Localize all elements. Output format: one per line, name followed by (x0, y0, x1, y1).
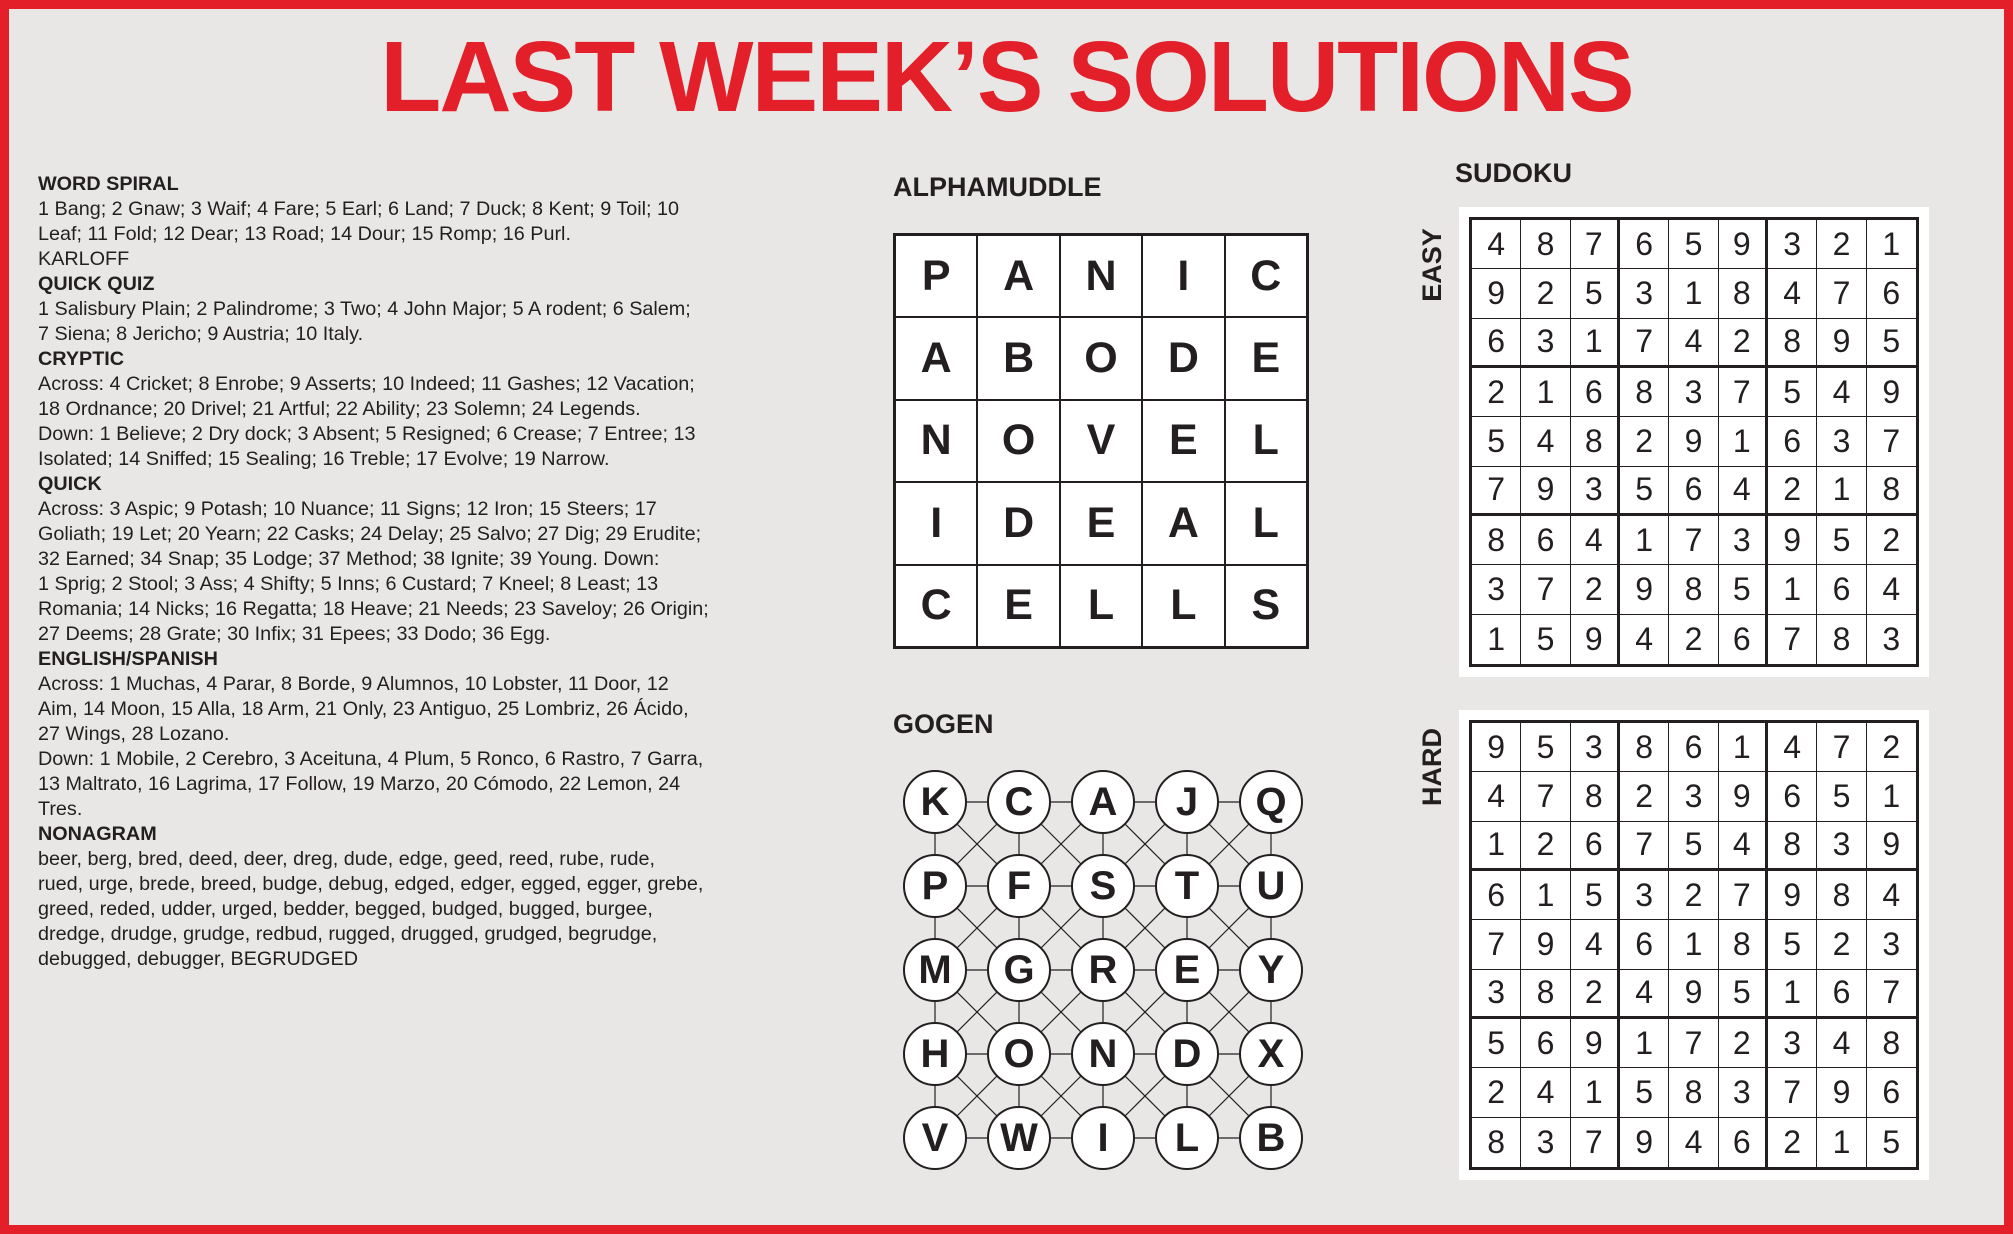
sudoku-cell: 7 (1817, 723, 1866, 772)
sudoku-cell: 4 (1867, 871, 1916, 920)
alphamuddle-cell: C (1225, 235, 1307, 317)
easy-sudoku-panel (1459, 207, 1929, 677)
sudoku-cell: 6 (1817, 970, 1866, 1019)
easy-sudoku-grid (1469, 217, 1919, 667)
sudoku-cell: 8 (1768, 822, 1817, 871)
sudoku-cell: 3 (1571, 723, 1620, 772)
sudoku-cell: 6 (1867, 269, 1916, 318)
answer-line: beer, berg, bred, deed, deer, dreg, dude, edge, geed, reed, rube, rude, (38, 848, 655, 870)
sudoku-cell: 4 (1472, 772, 1521, 821)
sudoku-cell: 8 (1817, 615, 1866, 664)
sudoku-cell: 2 (1472, 368, 1521, 417)
gogen-letter: P (903, 854, 967, 918)
sudoku-cell: 3 (1521, 319, 1570, 368)
sudoku-cell: 3 (1768, 220, 1817, 269)
sudoku-cell: 9 (1521, 920, 1570, 969)
sudoku-cell: 8 (1472, 516, 1521, 565)
gogen-letter: Q (1239, 770, 1303, 834)
sudoku-cell: 6 (1571, 368, 1620, 417)
sudoku-cell: 3 (1817, 417, 1866, 466)
sudoku-cell: 6 (1571, 822, 1620, 871)
sudoku-cell: 3 (1571, 467, 1620, 516)
sudoku-cell: 4 (1669, 319, 1718, 368)
gogen-letter: U (1239, 854, 1303, 918)
answer-section-title: ENGLISH/SPANISH (38, 648, 218, 670)
sudoku-cell: 7 (1867, 417, 1916, 466)
sudoku-cell: 9 (1768, 516, 1817, 565)
gogen-letter: E (1155, 938, 1219, 1002)
sudoku-cell: 1 (1669, 920, 1718, 969)
answer-line: 18 Ordnance; 20 Drivel; 21 Artful; 22 Ability; 23 Solemn; 24 Legends. (38, 398, 641, 420)
sudoku-cell: 7 (1620, 319, 1669, 368)
sudoku-cell: 9 (1571, 1019, 1620, 1068)
alphamuddle-cell: L (1142, 565, 1224, 647)
hard-sudoku-grid (1469, 720, 1919, 1170)
gogen-letter: C (987, 770, 1051, 834)
gogen-letter: O (987, 1022, 1051, 1086)
answer-line: Aim, 14 Moon, 15 Alla, 18 Arm, 21 Only, 23 Antiguo, 25 Lombriz, 26 Ácido, (38, 698, 689, 720)
alphamuddle-cell: I (895, 482, 977, 564)
alphamuddle-cell: A (977, 235, 1059, 317)
sudoku-cell: 6 (1768, 417, 1817, 466)
answer-line: Across: 1 Muchas, 4 Parar, 8 Borde, 9 Alumnos, 10 Lobster, 11 Door, 12 (38, 673, 669, 695)
sudoku-cell: 2 (1620, 417, 1669, 466)
answer-line: 27 Deems; 28 Grate; 30 Infix; 31 Epees; 33 Dodo; 36 Egg. (38, 623, 551, 645)
gogen-letter: A (1071, 770, 1135, 834)
sudoku-cell: 9 (1669, 417, 1718, 466)
sudoku-cell: 8 (1719, 920, 1768, 969)
sudoku-cell: 7 (1867, 970, 1916, 1019)
sudoku-cell: 5 (1719, 970, 1768, 1019)
sudoku-cell: 1 (1521, 871, 1570, 920)
alphamuddle-cell: B (977, 317, 1059, 399)
sudoku-cell: 4 (1768, 723, 1817, 772)
answers-column (38, 172, 798, 972)
easy-label: EASY (1417, 228, 1447, 302)
sudoku-cell: 3 (1472, 565, 1521, 614)
sudoku-cell: 2 (1719, 319, 1768, 368)
sudoku-cell: 2 (1571, 565, 1620, 614)
alphamuddle-cell: E (1060, 482, 1142, 564)
answer-line: Across: 3 Aspic; 9 Potash; 10 Nuance; 11 Signs; 12 Iron; 15 Steers; 17 (38, 498, 657, 520)
sudoku-cell: 7 (1472, 467, 1521, 516)
sudoku-cell: 5 (1768, 368, 1817, 417)
sudoku-cell: 4 (1669, 1118, 1718, 1167)
gogen-letter: M (903, 938, 967, 1002)
sudoku-cell: 4 (1867, 565, 1916, 614)
answer-section-title: NONAGRAM (38, 823, 157, 845)
sudoku-cell: 3 (1719, 1068, 1768, 1117)
sudoku-cell: 5 (1719, 565, 1768, 614)
sudoku-cell: 8 (1768, 319, 1817, 368)
sudoku-cell: 8 (1817, 871, 1866, 920)
gogen-letter: R (1071, 938, 1135, 1002)
alphamuddle-cell: L (1225, 400, 1307, 482)
sudoku-cell: 1 (1571, 1068, 1620, 1117)
alphamuddle-cell: O (977, 400, 1059, 482)
gogen-letter: F (987, 854, 1051, 918)
alphamuddle-cell: P (895, 235, 977, 317)
sudoku-cell: 8 (1620, 368, 1669, 417)
sudoku-cell: 4 (1571, 516, 1620, 565)
sudoku-cell: 8 (1669, 1068, 1718, 1117)
sudoku-cell: 5 (1521, 615, 1570, 664)
sudoku-cell: 8 (1521, 970, 1570, 1019)
sudoku-cell: 1 (1768, 970, 1817, 1019)
sudoku-cell: 5 (1521, 723, 1570, 772)
answer-line: 7 Siena; 8 Jericho; 9 Austria; 10 Italy. (38, 323, 364, 345)
sudoku-cell: 8 (1571, 417, 1620, 466)
gogen-title: GOGEN (893, 709, 994, 739)
sudoku-cell: 3 (1719, 516, 1768, 565)
sudoku-cell: 6 (1768, 772, 1817, 821)
sudoku-cell: 3 (1867, 920, 1916, 969)
sudoku-cell: 1 (1817, 467, 1866, 516)
sudoku-cell: 6 (1719, 615, 1768, 664)
gogen-letter: S (1071, 854, 1135, 918)
sudoku-cell: 3 (1882, 620, 1901, 657)
sudoku-cell: 7 (1620, 822, 1669, 871)
sudoku-cell: 4 (1768, 269, 1817, 318)
sudoku-cell: 5 (1817, 772, 1866, 821)
sudoku-cell: 7 (1521, 565, 1570, 614)
hard-sudoku-panel (1459, 710, 1929, 1180)
alphamuddle-grid (893, 233, 1309, 649)
sudoku-cell: 5 (1620, 467, 1669, 516)
sudoku-cell: 9 (1620, 565, 1669, 614)
answer-line: 27 Wings, 28 Lozano. (38, 723, 230, 745)
answer-line: 1 Salisbury Plain; 2 Palindrome; 3 Two; 4 John Major; 5 A rodent; 6 Salem; (38, 298, 691, 320)
sudoku-cell: 7 (1669, 516, 1718, 565)
alphamuddle-cell: E (1142, 400, 1224, 482)
sudoku-cell: 8 (1867, 467, 1916, 516)
sudoku-cell: 7 (1571, 220, 1620, 269)
sudoku-cell: 3 (1817, 822, 1866, 871)
gogen-letter: I (1071, 1106, 1135, 1170)
sudoku-cell: 2 (1521, 269, 1570, 318)
sudoku-cell: 9 (1620, 1118, 1669, 1167)
sudoku-cell: 8 (1669, 565, 1718, 614)
answer-line: rued, urge, brede, breed, budge, debug, edged, edger, egged, egger, grebe, (38, 873, 704, 895)
alphamuddle-cell: E (1225, 317, 1307, 399)
sudoku-cell: 5 (1768, 920, 1817, 969)
sudoku-cell: 6 (1867, 1068, 1916, 1117)
sudoku-cell: 9 (1817, 1068, 1866, 1117)
alphamuddle-cell: S (1225, 565, 1307, 647)
sudoku-cell: 7 (1669, 1019, 1718, 1068)
sudoku-cell: 1 (1817, 1118, 1866, 1167)
sudoku-cell: 5 (1882, 1123, 1901, 1160)
alphamuddle-cell: A (1142, 482, 1224, 564)
sudoku-cell: 9 (1472, 723, 1521, 772)
gogen-letter: W (987, 1106, 1051, 1170)
sudoku-cell: 2 (1768, 1118, 1817, 1167)
answer-line: Across: 4 Cricket; 8 Enrobe; 9 Asserts; 10 Indeed; 11 Gashes; 12 Vacation; (38, 373, 695, 395)
answer-section-title: CRYPTIC (38, 348, 125, 370)
sudoku-cell: 3 (1669, 772, 1718, 821)
answer-line: Down: 1 Mobile, 2 Cerebro, 3 Aceituna, 4 Plum, 5 Ronco, 6 Rastro, 7 Garra, (38, 748, 704, 770)
gogen-letter: H (903, 1022, 967, 1086)
sudoku-cell: 3 (1669, 368, 1718, 417)
alphamuddle-cell: D (1142, 317, 1224, 399)
sudoku-cell: 6 (1669, 467, 1718, 516)
gogen-letter: K (903, 770, 967, 834)
sudoku-cell: 1 (1867, 220, 1916, 269)
sudoku-cell: 4 (1521, 417, 1570, 466)
answer-line: Isolated; 14 Sniffed; 15 Sealing; 16 Treble; 17 Evolve; 19 Narrow. (38, 448, 610, 470)
sudoku-cell: 9 (1571, 615, 1620, 664)
answer-section-title: QUICK (38, 473, 102, 495)
gogen-letter: G (987, 938, 1051, 1002)
alphamuddle-cell: L (1060, 565, 1142, 647)
answer-line: Romania; 14 Nicks; 16 Regatta; 18 Heave; 21 Needs; 23 Saveloy; 26 Origin; (38, 598, 709, 620)
sudoku-cell: 1 (1669, 269, 1718, 318)
alphamuddle-cell: A (895, 317, 977, 399)
answer-section-title: QUICK QUIZ (38, 273, 155, 295)
sudoku-cell: 6 (1669, 723, 1718, 772)
answer-line: KARLOFF (38, 248, 130, 270)
sudoku-cell: 9 (1867, 822, 1916, 871)
sudoku-cell: 4 (1817, 1019, 1866, 1068)
sudoku-cell: 1 (1521, 368, 1570, 417)
sudoku-cell: 2 (1768, 467, 1817, 516)
sudoku-cell: 7 (1571, 1118, 1620, 1167)
sudoku-cell: 4 (1472, 220, 1521, 269)
sudoku-cell: 2 (1669, 871, 1718, 920)
sudoku-cell: 1 (1719, 723, 1768, 772)
sudoku-cell: 6 (1620, 220, 1669, 269)
answer-line: debugged, debugger, BEGRUDGED (38, 948, 358, 970)
gogen-letter: D (1155, 1022, 1219, 1086)
sudoku-cell: 7 (1719, 871, 1768, 920)
sudoku-cell: 4 (1521, 1068, 1570, 1117)
sudoku-cell: 1 (1867, 772, 1916, 821)
answer-line: Goliath; 19 Let; 20 Yearn; 22 Casks; 24 Delay; 25 Salvo; 27 Dig; 29 Erudite; (38, 523, 702, 545)
sudoku-cell: 5 (1472, 417, 1521, 466)
sudoku-cell: 2 (1472, 1068, 1521, 1117)
sudoku-title: SUDOKU (1455, 158, 1573, 188)
sudoku-cell: 5 (1571, 871, 1620, 920)
sudoku-cell: 9 (1669, 970, 1718, 1019)
alphamuddle-title: ALPHAMUDDLE (893, 172, 1102, 202)
answer-section-title: WORD SPIRAL (38, 173, 179, 195)
answer-line: 1 Sprig; 2 Stool; 3 Ass; 4 Shifty; 5 Inns; 6 Custard; 7 Kneel; 8 Least; 13 (38, 573, 659, 595)
answer-line: Down: 1 Believe; 2 Dry dock; 3 Absent; 5 Resigned; 6 Crease; 7 Entree; 13 (38, 423, 696, 445)
answer-line: 1 Bang; 2 Gnaw; 3 Waif; 4 Fare; 5 Earl; 6 Land; 7 Duck; 8 Kent; 9 Toil; 10 (38, 198, 680, 220)
sudoku-cell: 2 (1817, 220, 1866, 269)
sudoku-cell: 3 (1768, 1019, 1817, 1068)
gogen-grid (893, 760, 1333, 1200)
gogen-letter: N (1071, 1022, 1135, 1086)
hard-label: HARD (1417, 728, 1447, 806)
sudoku-cell: 1 (1571, 319, 1620, 368)
sudoku-cell: 4 (1571, 920, 1620, 969)
sudoku-cell: 7 (1521, 772, 1570, 821)
sudoku-cell: 8 (1867, 1019, 1916, 1068)
sudoku-cell: 6 (1521, 1019, 1570, 1068)
sudoku-cell: 4 (1620, 615, 1669, 664)
answer-line: 13 Maltrato, 16 Lagrima, 17 Follow, 19 Marzo, 20 Cómodo, 22 Lemon, 24 (38, 773, 681, 795)
sudoku-cell: 5 (1620, 1068, 1669, 1117)
sudoku-cell: 7 (1719, 368, 1768, 417)
alphamuddle-cell: D (977, 482, 1059, 564)
sudoku-cell: 6 (1719, 1118, 1768, 1167)
gogen-letter: X (1239, 1022, 1303, 1086)
alphamuddle-cell: N (895, 400, 977, 482)
sudoku-cell: 4 (1719, 467, 1768, 516)
sudoku-cell: 2 (1867, 723, 1916, 772)
alphamuddle-cell: O (1060, 317, 1142, 399)
answer-line: dredge, drudge, grudge, redbud, rugged, drugged, grudged, begrudge, (38, 923, 658, 945)
sudoku-cell: 9 (1768, 871, 1817, 920)
sudoku-cell: 5 (1571, 269, 1620, 318)
sudoku-cell: 7 (1768, 1068, 1817, 1117)
sudoku-cell: 4 (1620, 970, 1669, 1019)
sudoku-cell: 8 (1521, 220, 1570, 269)
sudoku-cell: 6 (1472, 319, 1521, 368)
sudoku-cell: 3 (1521, 1118, 1570, 1167)
sudoku-cell: 5 (1472, 1019, 1521, 1068)
sudoku-cell: 8 (1472, 1118, 1521, 1167)
sudoku-cell: 4 (1719, 822, 1768, 871)
sudoku-cell: 8 (1719, 269, 1768, 318)
sudoku-cell: 1 (1768, 565, 1817, 614)
sudoku-cell: 5 (1669, 822, 1718, 871)
sudoku-cell: 2 (1571, 970, 1620, 1019)
gogen-letter: T (1155, 854, 1219, 918)
sudoku-cell: 1 (1620, 516, 1669, 565)
answer-line: 32 Earned; 34 Snap; 35 Lodge; 37 Method; 38 Ignite; 39 Young. Down: (38, 548, 660, 570)
sudoku-cell: 1 (1620, 1019, 1669, 1068)
sudoku-cell: 1 (1472, 822, 1521, 871)
sudoku-cell: 6 (1817, 565, 1866, 614)
sudoku-cell: 2 (1817, 920, 1866, 969)
gogen-letter: B (1239, 1106, 1303, 1170)
sudoku-cell: 2 (1867, 516, 1916, 565)
sudoku-cell: 9 (1472, 269, 1521, 318)
answer-line: Tres. (38, 798, 83, 820)
sudoku-cell: 7 (1472, 920, 1521, 969)
sudoku-cell: 5 (1817, 516, 1866, 565)
sudoku-cell: 1 (1719, 417, 1768, 466)
alphamuddle-cell: N (1060, 235, 1142, 317)
sudoku-cell: 2 (1521, 822, 1570, 871)
sudoku-cell: 2 (1620, 772, 1669, 821)
sudoku-cell: 9 (1719, 772, 1768, 821)
answer-line: greed, reded, udder, urged, bedder, begged, budged, bugged, burgee, (38, 898, 653, 920)
gogen-letter: L (1155, 1106, 1219, 1170)
sudoku-cell: 9 (1817, 319, 1866, 368)
sudoku-cell: 9 (1719, 220, 1768, 269)
sudoku-cell: 1 (1472, 615, 1521, 664)
sudoku-cell: 3 (1620, 871, 1669, 920)
sudoku-cell: 2 (1719, 1019, 1768, 1068)
sudoku-cell: 3 (1620, 269, 1669, 318)
sudoku-cell: 3 (1472, 970, 1521, 1019)
sudoku-cell: 2 (1669, 615, 1718, 664)
sudoku-cell: 5 (1669, 220, 1718, 269)
page-title: LAST WEEK’S SOLUTIONS (380, 21, 1633, 133)
sudoku-cell: 5 (1867, 319, 1916, 368)
sudoku-cell: 7 (1768, 615, 1817, 664)
sudoku-cell: 7 (1817, 269, 1866, 318)
alphamuddle-cell: C (895, 565, 977, 647)
gogen-letter: V (903, 1106, 967, 1170)
sudoku-cell: 9 (1521, 467, 1570, 516)
sudoku-cell: 8 (1571, 772, 1620, 821)
alphamuddle-cell: V (1060, 400, 1142, 482)
sudoku-cell: 6 (1620, 920, 1669, 969)
sudoku-cell: 4 (1817, 368, 1866, 417)
alphamuddle-cell: L (1225, 482, 1307, 564)
gogen-letter: Y (1239, 938, 1303, 1002)
sudoku-cell: 9 (1867, 368, 1916, 417)
alphamuddle-cell: E (977, 565, 1059, 647)
alphamuddle-cell: I (1142, 235, 1224, 317)
sudoku-cell: 6 (1521, 516, 1570, 565)
answer-line: Leaf; 11 Fold; 12 Dear; 13 Road; 14 Dour; 15 Romp; 16 Purl. (38, 223, 571, 245)
gogen-letter: J (1155, 770, 1219, 834)
sudoku-cell: 8 (1620, 723, 1669, 772)
sudoku-cell: 6 (1472, 871, 1521, 920)
